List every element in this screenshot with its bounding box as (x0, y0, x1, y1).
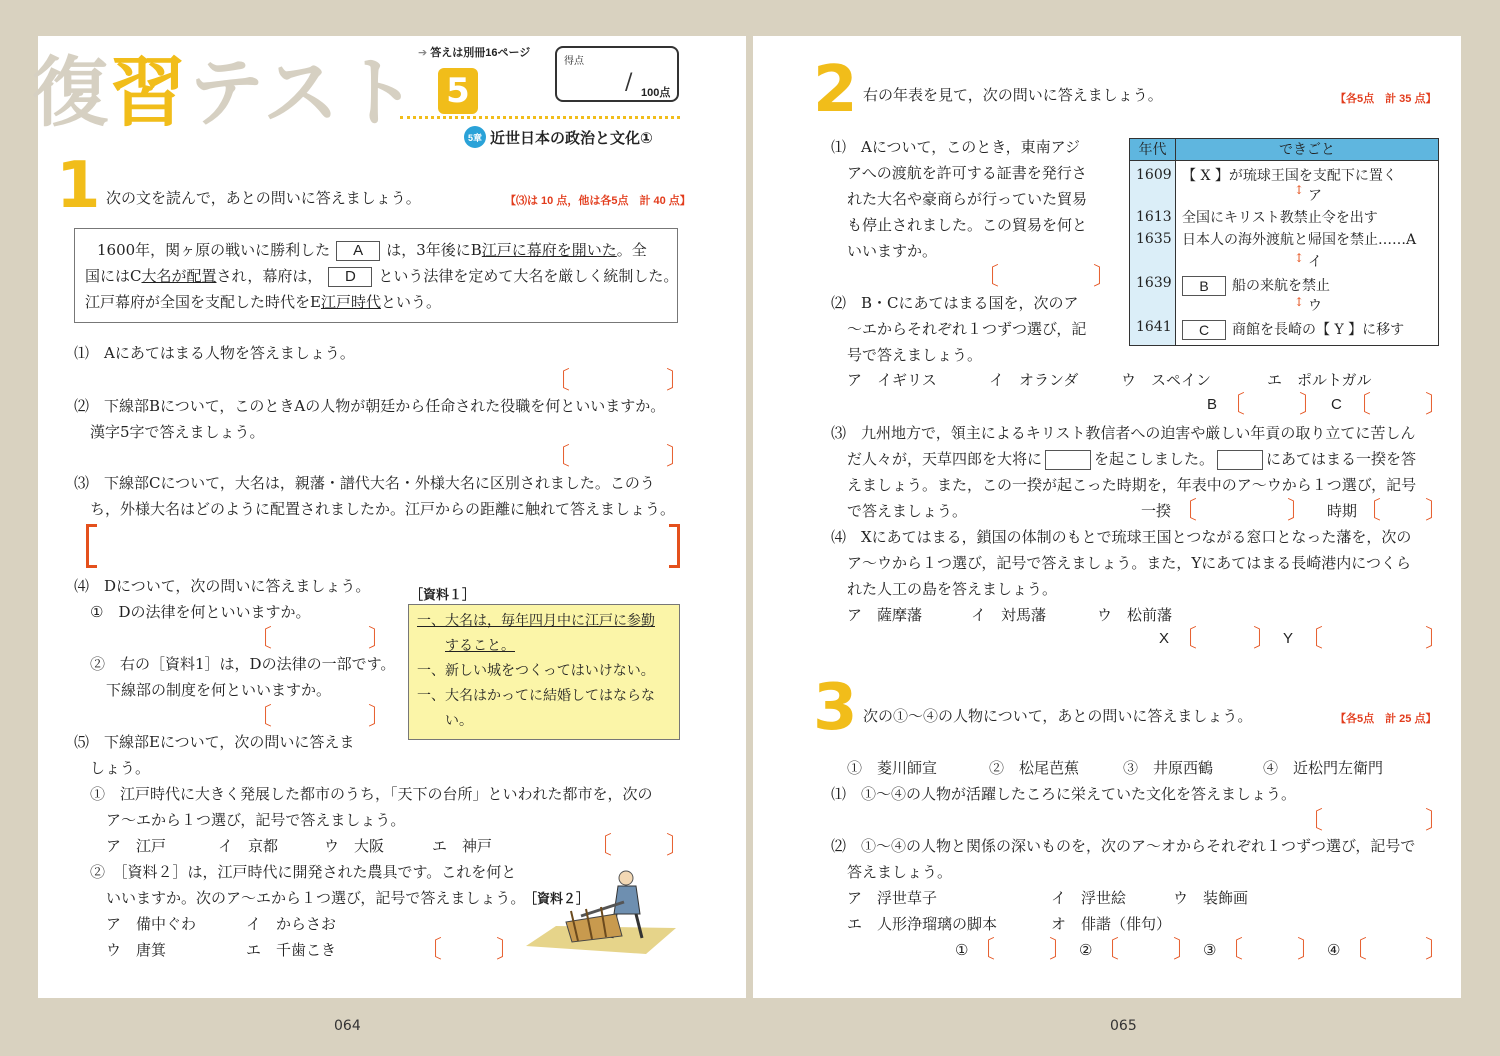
answer-bracket-left[interactable]: 〔 (1221, 390, 1245, 418)
person-item: ① 菱川師宣 (847, 759, 938, 777)
answer-bracket-right: 〕 (1253, 624, 1277, 652)
timeline-year: 1609 (1136, 167, 1172, 183)
q2-sub1-line: いいますか。 (847, 242, 938, 260)
label-y: Y (1283, 630, 1294, 647)
title-divider (400, 116, 680, 119)
timeline-period-label: ウ (1308, 298, 1322, 314)
answer-bracket-right: 〕 (1287, 496, 1311, 524)
timeline-event: 【 X 】が琉球王国を支配下に置く (1182, 168, 1397, 184)
choice-item: ウ スペイン (1121, 371, 1212, 389)
answer-bracket-left[interactable]: 〔 (546, 366, 570, 394)
timeline-header-year: 年代 (1130, 139, 1176, 160)
q1-sub3-line2: ち，外様大名はどのように配置されましたか。江戸からの距離に触れて答えましょう。 (90, 500, 676, 518)
choice-item: ア イギリス (847, 371, 937, 389)
label-ikki: 一揆 (1141, 502, 1172, 520)
timeline-event: 商館を長崎の【 Y 】に移す (1232, 322, 1405, 338)
blank-box-ikki (1217, 450, 1263, 470)
q3-sub2-line2: 答えましょう。 (847, 863, 953, 881)
q3-sub2-line1: ⑵ ①～④の人物と関係の深いものを，次のア～オからそれぞれ１つずつ選び，記号で (831, 837, 1416, 855)
answer-bracket-right: 〕 (496, 935, 520, 963)
timeline-header (1130, 139, 1438, 161)
material1-line: 一、大名は，毎年四月中に江戸に参勤 (417, 613, 655, 629)
label-jiki: 時期 (1327, 502, 1358, 520)
q1-sub5-2-line2: いいますか。次のア～エから１つ選び，記号で答えましょう。 (106, 889, 526, 907)
person-item: ④ 近松門左衛門 (1263, 759, 1384, 777)
answer-bracket-right: 〕 (1049, 935, 1073, 963)
choice-item: オ 俳諧（俳句） (1051, 915, 1172, 933)
label-c: C (1331, 396, 1342, 413)
choice-item: イ 浮世絵 (1051, 889, 1127, 907)
q2-sub1-line: れた大名や豪商らが行っていた貿易 (847, 190, 1088, 208)
answer-bracket-right: 〕 (1173, 935, 1197, 963)
q1-instruction: 次の文を読んで，あとの問いに答えましょう。 (106, 189, 421, 207)
answer-label: ① (955, 941, 969, 959)
answer-bracket-left[interactable]: 〔 (1357, 496, 1381, 524)
choice-item: ウ 唐箕 (106, 941, 167, 959)
answer-bracket-left[interactable]: 〔 (1173, 496, 1197, 524)
answer-bracket-left[interactable]: 〔 (1219, 935, 1243, 963)
q1-sub5-2-line1: ② ［資料２］は，江戸時代に開発された農具です。これを何と (90, 863, 517, 881)
label-x: X (1159, 630, 1170, 647)
material2-label: ［資料２］ (524, 891, 590, 906)
answer-label: ③ (1203, 941, 1217, 959)
answer-bracket-right: 〕 (1297, 935, 1321, 963)
arrow-right-icon: ➔ (418, 47, 428, 59)
blank-box-a: A (336, 241, 380, 261)
q1-sub4-2-line1: ② 右の［資料1］は，Dの法律の一部です。 (90, 655, 396, 673)
q2-sub3-line2: だ人々が，天草四郎を大将に を起こしました。 にあてはまる一揆を答 (847, 450, 1417, 468)
q2-sub2-line: 号で答えましょう。 (847, 346, 983, 364)
choice-item: エ ポルトガル (1267, 371, 1372, 389)
q2-sub1-line: も停止されました。この貿易を何と (847, 216, 1088, 234)
answer-reference: ➔ 答えは別冊16ページ (418, 47, 531, 59)
q2-instruction: 右の年表を見て，次の問いに答えましょう。 (863, 86, 1163, 104)
choice-item: イ 対馬藩 (971, 606, 1047, 624)
timeline-period-label: イ (1308, 254, 1322, 270)
answer-bracket-left[interactable]: 〔 (1095, 935, 1119, 963)
q2-sub1-line: ⑴ Aについて，このとき，東南アジ (831, 138, 1081, 156)
q1-sub4: ⑷ Dについて，次の問いに答えましょう。 (74, 577, 371, 595)
answer-bracket-left[interactable]: 〔 (546, 442, 570, 470)
q2-sub4-line2: ア～ウから１つ選び，記号で答えましょう。また，Yにあてはまる長崎港内につくら (847, 554, 1412, 572)
q2-sub3-line4: で答えましょう。 (847, 502, 968, 520)
score-box: 得点 / 100点 (555, 46, 679, 102)
chapter-heading (464, 126, 653, 148)
choice-item: イ からさお (246, 915, 337, 933)
q1-points: 【⑶は 10 点，他は各5点 計 40 点】 (505, 195, 691, 207)
q1-sub2-line1: ⑵ 下線部Bについて，このときAの人物が朝廷から任命された役職を何といいますか。 (74, 397, 666, 415)
answer-bracket-left[interactable]: 〔 (971, 935, 995, 963)
q3-points: 【各5点 計 25 点】 (1335, 713, 1437, 725)
choice-item: ア 江戸 (106, 837, 167, 855)
blank-box-d: D (328, 267, 372, 287)
score-total: 100点 (641, 87, 671, 99)
q1-passage: 1600年，関ヶ原の戦いに勝利した A は，3年後にB江戸に幕府を開いた。全 国にはC大名が配置され，幕府は， D という法律を定めて大名を厳しく統制した。 江戸幕府が全国を支配した時代をE江戸時代という。 (74, 228, 678, 323)
answer-bracket-right: 〕 (1425, 806, 1449, 834)
q2-sub4-line3: れた人工の島を答えましょう。 (847, 580, 1058, 598)
timeline-event: 船の来航を禁止 (1232, 278, 1330, 294)
timeline-year: 1639 (1136, 275, 1172, 291)
chapter-badge: 5章 (464, 126, 486, 148)
q1-sub2-line2: 漢字5字で答えましょう。 (90, 423, 265, 441)
material1-line: すること。 (445, 638, 515, 654)
timeline-header-event: できごと (1279, 142, 1335, 158)
answer-bracket-right: 〕 (1425, 390, 1449, 418)
q1-sub5-line1: ⑸ 下線部Eについて，次の問いに答えま (74, 733, 355, 751)
answer-bracket-right: 〕 (368, 624, 392, 652)
answer-bracket-left[interactable]: 〔 (975, 262, 999, 290)
right-page (753, 36, 1461, 998)
material1-line: 一、大名はかってに結婚してはならな (417, 688, 655, 704)
choice-item: イ 京都 (218, 837, 279, 855)
q1-sub4-2-line2: 下線部の制度を何といいますか。 (106, 681, 332, 699)
answer-bracket-right: 〕 (666, 366, 690, 394)
material1-line: い。 (445, 713, 473, 729)
q2-sub4-line1: ⑷ Xにあてはまる，鎖国の体制のもとで琉球王国とつながる窓口となった藩を，次の (831, 528, 1412, 546)
q2-sub3-line3: えましょう。また，この一揆が起こった時期を，年表中のア～ウから１つ選び，記号 (847, 476, 1417, 494)
q2-sub2-line: ⑵ B・Cにあてはまる国を，次のア (831, 294, 1079, 312)
test-number-badge: 5 (438, 68, 478, 114)
question-number-3: 3 (813, 671, 858, 745)
choice-item: エ 千歯こき (246, 941, 337, 959)
choice-item: イ オランダ (989, 371, 1079, 389)
choice-item: ウ 大阪 (324, 837, 385, 855)
q2-sub2-line: ～エからそれぞれ１つずつ選び，記 (847, 320, 1087, 338)
choice-item: エ 人形浄瑠璃の脚本 (847, 915, 998, 933)
answer-bracket-right: 〕 (1093, 262, 1117, 290)
page-number-right: 065 (1110, 1018, 1137, 1034)
choice-item: ウ 装飾画 (1173, 889, 1249, 907)
label-b: B (1207, 396, 1218, 413)
choice-item: エ 神戸 (432, 837, 493, 855)
answer-bracket-left[interactable]: 〔 (248, 702, 272, 730)
page-title: 復習テスト (32, 48, 419, 137)
blank-box-ikki (1045, 450, 1091, 470)
q1-sub5-1-line2: ア～エから１つ選び，記号で答えましょう。 (106, 811, 406, 829)
answer-bracket-left[interactable]: 〔 (248, 624, 272, 652)
answer-bracket-right: 〕 (666, 831, 690, 859)
timeline-period-label: ア (1308, 188, 1322, 204)
blank-box-c: C (1182, 320, 1226, 340)
question-number-2: 2 (813, 53, 858, 127)
answer-bracket-right: 〕 (368, 702, 392, 730)
choice-item: ア 備中ぐわ (106, 915, 197, 933)
page-number-left: 064 (334, 1018, 361, 1034)
score-label: 得点 (564, 56, 584, 67)
timeline-events: 【 X 】が琉球王国を支配下に置く ↕ ア 全国にキリスト教禁止令を出す 日本人の海外渡航と帰国を禁止……A ↕ イ B 船の来航を禁止 ↕ ウ C 商館を長崎の【 Y 】に移す (1176, 161, 1438, 345)
timeline-event: 日本人の海外渡航と帰国を禁止……A (1182, 232, 1417, 248)
answer-bracket-left[interactable]: 〔 (1299, 806, 1323, 834)
answer-bracket-right: 〕 (666, 442, 690, 470)
timeline-years (1130, 161, 1176, 345)
material1-box (408, 604, 680, 740)
answer-bracket-left[interactable]: 〔 (1173, 624, 1197, 652)
q2-sub1-line: アへの渡航を許可する証書を発行さ (847, 164, 1087, 182)
chapter-title: 近世日本の政治と文化① (490, 129, 653, 147)
answer-bracket-right: 〕 (1299, 390, 1323, 418)
threshing-tool-illustration (526, 866, 676, 956)
answer-label: ④ (1327, 941, 1341, 959)
timeline-year: 1635 (1136, 231, 1172, 247)
timeline-event: 全国にキリスト教禁止令を出す (1182, 210, 1378, 226)
q1-sub3-line1: ⑶ 下線部Cについて，大名は，親藩・譜代大名・外様大名に区別されました。このう (74, 474, 655, 492)
q3-sub1: ⑴ ①～④の人物が活躍したころに栄えていた文化を答えましょう。 (831, 785, 1297, 803)
answer-bracket-left[interactable]: 〔 (1299, 624, 1323, 652)
answer-label: ② (1079, 941, 1093, 959)
left-page (32, 36, 746, 998)
timeline-table (1129, 138, 1439, 346)
q1-sub4-1: ① Dの法律を何といいますか。 (90, 603, 311, 621)
answer-bracket-left[interactable]: 〔 (418, 935, 442, 963)
question-number-1: 1 (56, 149, 101, 223)
person-item: ③ 井原西鶴 (1123, 759, 1214, 777)
answer-bracket-right: 〕 (1425, 624, 1449, 652)
material1-label: ［資料１］ (410, 587, 476, 602)
long-answer-bracket[interactable] (86, 524, 680, 568)
answer-bracket-right: 〕 (1425, 496, 1449, 524)
material1-line: 一、新しい城をつくってはいけない。 (417, 663, 655, 679)
blank-box-b: B (1182, 276, 1226, 296)
answer-bracket-right: 〕 (1425, 935, 1449, 963)
q2-points: 【各5点 計 35 点】 (1335, 93, 1437, 105)
q1-sub1: ⑴ Aにあてはまる人物を答えましょう。 (74, 344, 355, 362)
person-item: ② 松尾芭蕉 (989, 759, 1080, 777)
q2-sub3-line1: ⑶ 九州地方で，領主によるキリスト教信者への迫害や厳しい年貢の取り立てに苦しん (831, 424, 1416, 442)
choice-item: ウ 松前藩 (1097, 606, 1173, 624)
q1-sub5-1-line1: ① 江戸時代に大きく発展した都市のうち，「天下の台所」といわれた都市を，次の (90, 785, 653, 803)
timeline-year: 1613 (1136, 209, 1172, 225)
choice-item: ア 薩摩藩 (847, 606, 923, 624)
q3-instruction: 次の①～④の人物について，あとの問いに答えましょう。 (863, 707, 1253, 725)
timeline-year: 1641 (1136, 319, 1172, 335)
q1-sub5-line2: しょう。 (90, 759, 151, 777)
choice-item: ア 浮世草子 (847, 889, 938, 907)
answer-bracket-left[interactable]: 〔 (1347, 390, 1371, 418)
answer-bracket-left[interactable]: 〔 (588, 831, 612, 859)
answer-bracket-left[interactable]: 〔 (1343, 935, 1367, 963)
